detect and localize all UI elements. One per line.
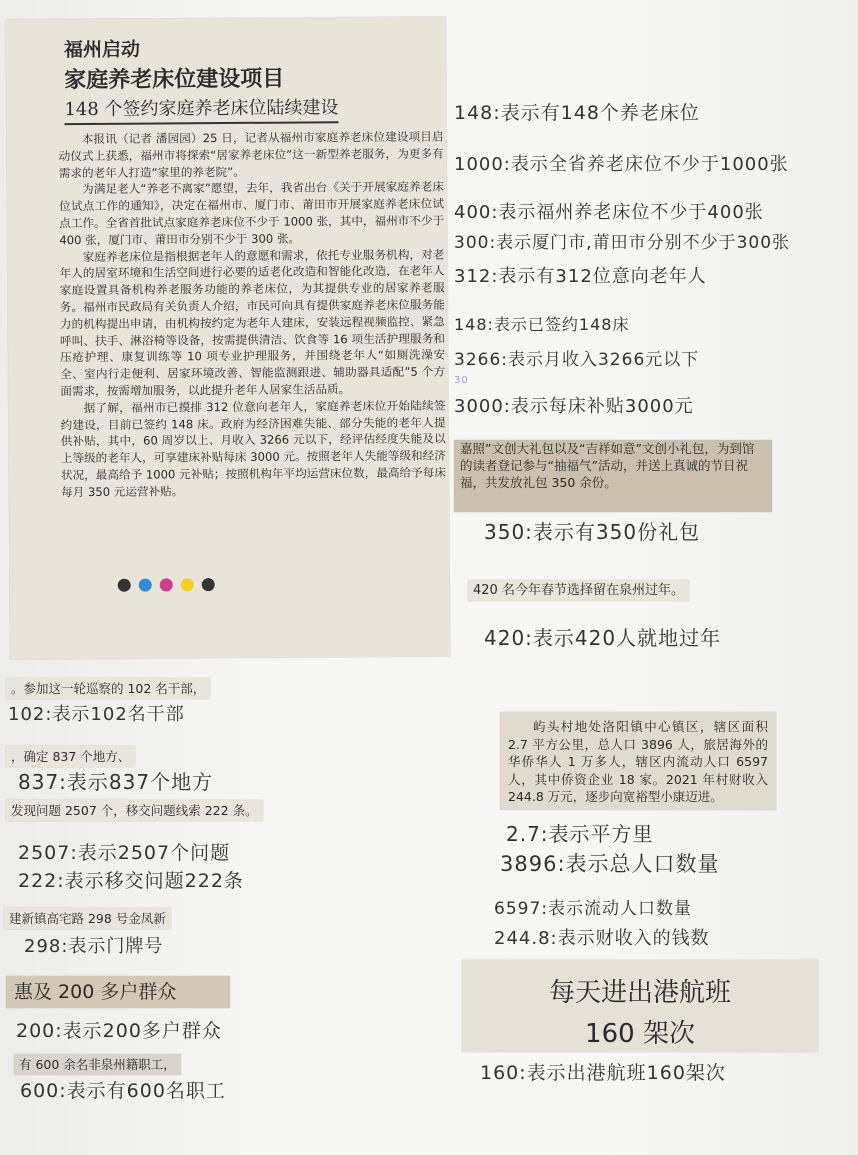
handwritten-note: 102:表示102名干部 bbox=[8, 704, 185, 725]
color-registration-dots bbox=[118, 578, 215, 592]
handwritten-note: 3896:表示总人口数量 bbox=[500, 852, 720, 876]
handwritten-note: 837:表示837个地方 bbox=[18, 770, 214, 794]
article-paragraph: 为满足老人“养老不离家”愿望，去年，我省出台《关于开展家庭养老床位试点工作的通知》，决定在福州市、厦门市、莆田市开展家庭养老床位试点工作。全省首批试点家庭养老床位不少于 1000 张，其中，福州市不少于 400 张，厦门市、莆田市分别不少于 300 张。 bbox=[59, 179, 445, 247]
handwritten-note: 600:表示有600名职工 bbox=[20, 1080, 226, 1102]
registration-dot bbox=[139, 579, 152, 592]
handwritten-note: 148:表示有148个养老床位 bbox=[454, 102, 700, 124]
handwritten-note: 420:表示420人就地过年 bbox=[484, 626, 722, 650]
clipping-200: 惠及 200 多户群众 bbox=[6, 976, 230, 1008]
handwritten-note: 312:表示有312位意向老年人 bbox=[454, 266, 707, 287]
flights-line-1: 每天进出港航班 bbox=[548, 978, 731, 1008]
gift-clipping: 嘉照”文创大礼包以及“吉祥如意”文创小礼包，为到馆的读者登记参与“抽福气”活动，并送上真诚的节日祝福，共发放礼包 350 余份。 bbox=[454, 440, 772, 512]
handwritten-note: 160:表示出港航班160架次 bbox=[480, 1062, 726, 1084]
clipping-600: 有 600 余名非泉州籍职工， bbox=[14, 1054, 181, 1075]
registration-dot bbox=[181, 578, 194, 591]
handwritten-note: 30 bbox=[454, 375, 469, 386]
registration-dot bbox=[118, 579, 131, 592]
handwritten-note: 2507:表示2507个问题 bbox=[18, 842, 231, 864]
article-paragraph: 家庭养老床位是指根据老年人的意愿和需求，依托专业服务机构，对老年人的居室环境和生活空间进行必要的适老化改造和智能化改造，在老年人家庭设置具备机构养老服务功能的养老床位，为其提供专业的居家养老服务。福州市民政局有关负责人介绍，市民可向具有提供家庭养老床位服务能力的机构提出申请，由机构按约定为老年人建床，安装远程视频监控、紧急呼叫、扶手、淋浴椅等设备，按需提供清洁、饮食等 16 项生活护理服务和压疮护理、康复训练等 10 项专业护理服务，并围绕老年人“如厕洗澡安全、室内行走便利、居家环境改善、智能监测跟进、辅助器具适配”5 个方面需求，按需增加服务，以此提升老年人居家生活品质。 bbox=[59, 247, 446, 399]
handwritten-note: 300:表示厦门市,莆田市分别不少于300张 bbox=[454, 233, 791, 253]
handwritten-note: 1000:表示全省养老床位不少于1000张 bbox=[454, 154, 789, 175]
article-headline-1: 福州启动 bbox=[63, 38, 141, 62]
article-subheadline: 148 个签约家庭养老床位陆续建设 bbox=[64, 93, 338, 125]
registration-dot bbox=[202, 578, 215, 591]
handwritten-note: 3000:表示每床补贴3000元 bbox=[454, 396, 694, 417]
article-headline-2: 家庭养老床位建设项目 bbox=[64, 65, 285, 94]
article-clipping bbox=[6, 16, 450, 659]
village-clipping: 屿头村地处洛阳镇中心镇区，辖区面积 2.7 平方公里，总人口 3896 人，旅居海外的华侨华人 1 万多人，辖区内流动人口 6597 人，其中侨资企业 18 家。2021 年村财收入 244.8 万元，逐步向宽裕型小康迈进。 bbox=[500, 712, 776, 810]
flights-line-2: 160 架次 bbox=[585, 1019, 695, 1049]
handwritten-note: 6597:表示流动人口数量 bbox=[494, 899, 692, 919]
handwritten-note: 2.7:表示平方里 bbox=[506, 822, 654, 846]
handwritten-note: 244.8:表示财收入的钱数 bbox=[494, 928, 710, 949]
handwritten-note: 3266:表示月收入3266元以下 bbox=[454, 350, 700, 370]
handwritten-note: 298:表示门牌号 bbox=[24, 936, 164, 957]
clipping-420: 420 名今年春节选择留在泉州过年。 bbox=[468, 580, 689, 601]
clipping-102: 。参加这一轮巡察的 102 名干部， bbox=[6, 678, 210, 699]
flights-clipping bbox=[462, 960, 818, 1052]
handwritten-note: 200:表示200多户群众 bbox=[16, 1020, 222, 1042]
article-paragraph: 据了解，福州市已摸排 312 位意向老年人，家庭养老床位开始陆续签约建设，目前已签约 148 床。政府为经济困难失能、部分失能的老年人提供补贴，其中，60 周岁以上、月收入 3266 元以下，经评估经度失能及以上等级的老年人，可享建床补贴每床 3000 元。按照老年人失能等级和经济状况，最高给予 1000 元补贴；按照机构年平均运营床位数，最高给予每床每月 350 元运营补贴。 bbox=[60, 398, 446, 499]
handwritten-note: 148:表示已签约148床 bbox=[454, 315, 630, 334]
registration-dot bbox=[160, 578, 173, 591]
article-paragraph: 本报讯（记者 潘园园）25 日，记者从福州市家庭养老床位建设项目启动仪式上获悉，福州市将探索“居家养老床位”这一新型养老服务，为更多有需求的老年人打造“家里的养老院”。 bbox=[58, 129, 444, 180]
clipping-2507: 发现问题 2507 个，移交问题线索 222 条。 bbox=[6, 800, 263, 821]
handwritten-note: 350:表示有350份礼包 bbox=[484, 520, 701, 544]
handwritten-note: 222:表示移交问题222条 bbox=[18, 870, 244, 892]
clipping-837: ，确定 837 个地方、 bbox=[6, 746, 135, 767]
handwritten-note: 400:表示福州养老床位不少于400张 bbox=[454, 202, 764, 223]
clipping-298: 建新镇高宅路 298 号金凤新 bbox=[4, 908, 171, 929]
article-body bbox=[59, 128, 447, 500]
